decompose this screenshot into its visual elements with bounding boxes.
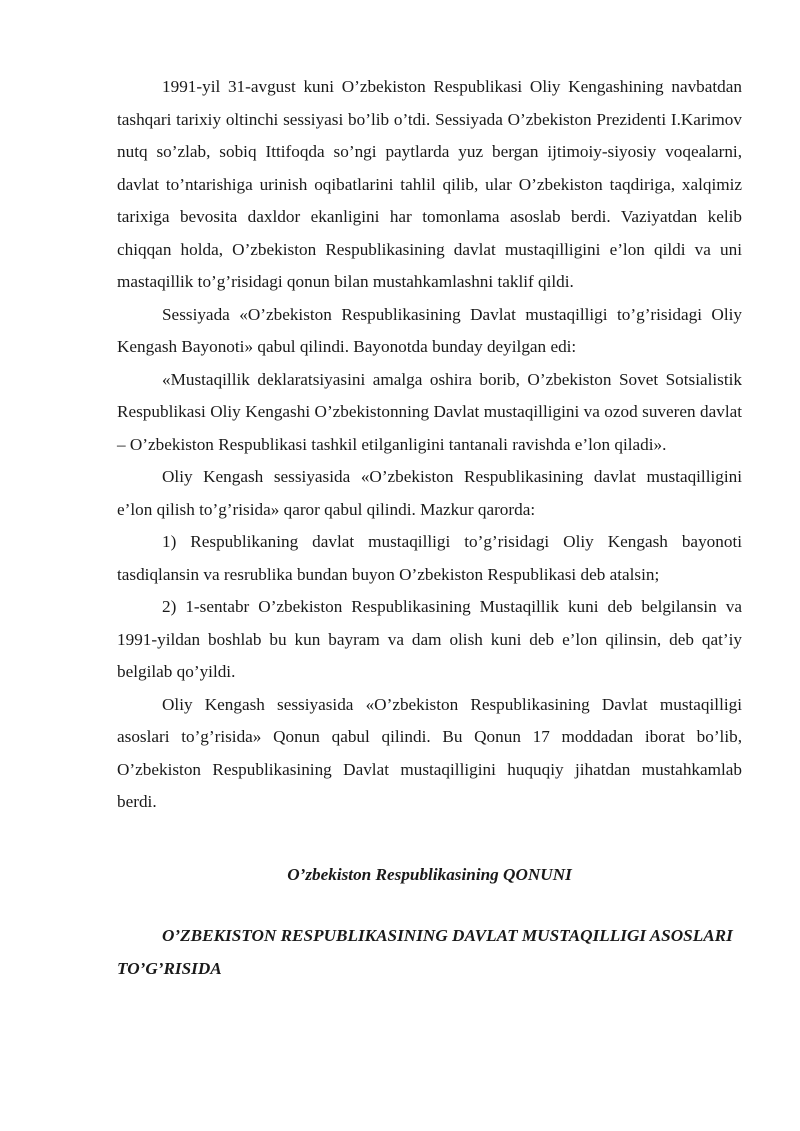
paragraph-resolution-intro: Oliy Kengash sessiyasida «O’zbekiston Respublikasining davlat mustaqilligini e’lon qilish to’g’risida» qaror qabul qilindi. Mazkur qarorda:: [117, 467, 742, 519]
paragraph-statement-adopted: Sessiyada «O’zbekiston Respublikasining Davlat mustaqilligi to’g’risidagi Oliy Kengash Bayonoti» qabul qilindi. Bayonotda bunday deyilgan edi:: [117, 304, 742, 356]
document-body: [117, 71, 742, 985]
paragraph-session-summary: 1991-yil 31-avgust kuni O’zbekiston Respublikasi Oliy Kengashining navbatdan tashqari tarixiy oltinchi sessiyasi bo’lib o’tdi. Sessiyada O’zbekiston Prezidenti I.Karimov nutq so’zlab, sobiq Ittifoqda so’ngi paytlarda yuz bergan ijtimoiy-siyosiy voqealarni, davlat to’ntarishiga urinish oqibatlarini tahlil qilib, ular O’zbekiston taqdiriga, xalqimiz tarixiga bevosita daxldor ekanligini har tomonlama asoslab berdi. Vaziyatdan kelib chiqqan holda, O’zbekiston Respublikasining davlat mustaqilligini e’lon qildi va uni mastaqillik to’g’risidagi qonun bilan mustahkamlashni taklif qildi.: [117, 77, 742, 291]
law-title: O’ZBEKISTON RESPUBLIKASINING DAVLAT MUSTAQILLIGI ASOSLARI TO’G’RISIDA: [117, 926, 733, 978]
paragraph-statement-quote: «Mustaqillik deklaratsiyasini amalga oshira borib, O’zbekiston Sovet Sotsialistik Respublikasi Oliy Kengashi O’zbekistonning Davlat mustaqilligini va ozod suveren davlat – O’zbekiston Respublikasi tashkil etilganligini tantanali ravishda e’lon qiladi».: [117, 369, 742, 454]
paragraph-resolution-item-1: 1) Respublikaning davlat mustaqilligi to’g’risidagi Oliy Kengash bayonoti tasdiqlansin va resrublika bundan buyon O’zbekiston Respublikasi deb atalsin;: [117, 532, 742, 584]
paragraph-resolution-item-2: 2) 1-sentabr O’zbekiston Respublikasining Mustaqillik kuni deb belgilansin va 1991-yildan boshlab bu kun bayram va dam olish kuni deb e’lon qilinsin, deb qat’iy belgilab qo’yildi.: [117, 597, 742, 681]
paragraph-law-adopted: Oliy Kengash sessiyasida «O’zbekiston Respublikasining Davlat mustaqilligi asoslari to’g’risida» Qonun qabul qilindi. Bu Qonun 17 moddadan iborat bo’lib, O’zbekiston Respublikasining Davlat mustaqilligini huquqiy jihatdan mustahkamlab berdi.: [117, 694, 742, 811]
law-heading: O’zbekiston Respublikasining QONUNI: [287, 864, 572, 884]
